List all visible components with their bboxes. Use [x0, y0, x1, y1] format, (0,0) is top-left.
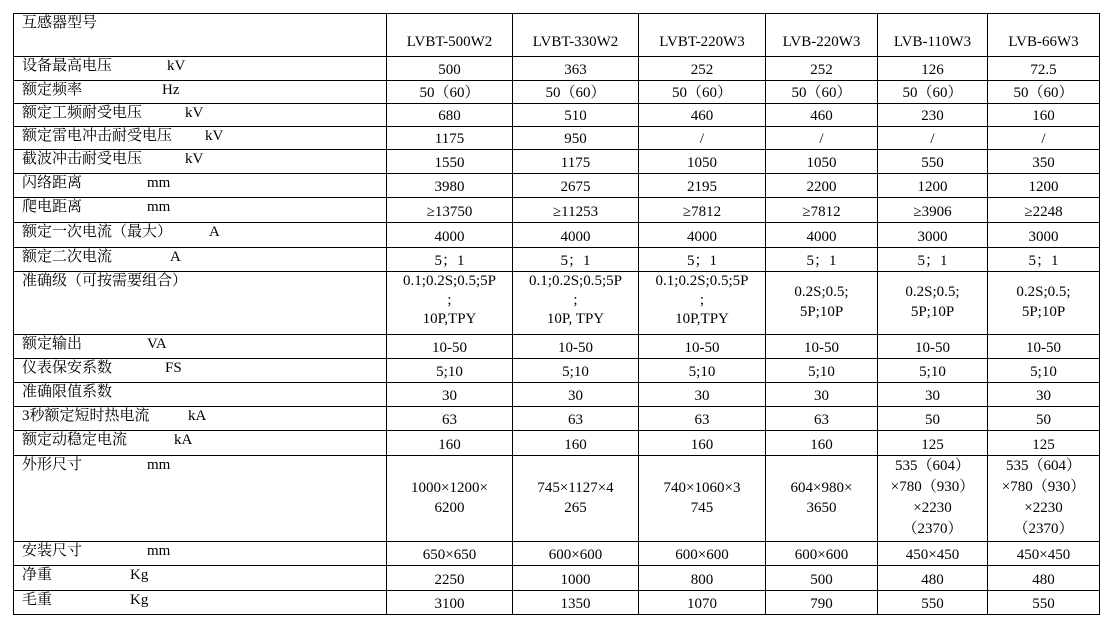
table-cell: 3000: [988, 222, 1100, 247]
table-cell: 500: [766, 566, 878, 590]
table-cell: 63: [387, 407, 513, 431]
model-header-1: LVBT-330W2: [513, 14, 639, 57]
row-unit: kV: [185, 104, 204, 121]
table-cell: 50（60）: [387, 80, 513, 103]
table-cell: 1050: [766, 150, 878, 174]
table-cell: ≥11253: [513, 198, 639, 222]
row-label-cell: [14, 103, 387, 126]
table-cell: 5;10: [387, 358, 513, 382]
table-row: [14, 407, 1100, 431]
table-cell: /: [766, 126, 878, 149]
row-unit: Hz: [162, 81, 180, 98]
row-label: 额定动稳定电流: [22, 432, 128, 449]
table-cell: 4000: [639, 222, 766, 247]
table-cell: 600×600: [639, 542, 766, 566]
table-cell: 50: [988, 407, 1100, 431]
table-cell: 4000: [387, 222, 513, 247]
table-cell: ≥7812: [639, 198, 766, 222]
table-cell: 2195: [639, 174, 766, 198]
table-cell: 5；1: [387, 247, 513, 271]
row-unit: A: [170, 248, 181, 265]
table-cell: 600×600: [513, 542, 639, 566]
table-cell: 126: [878, 57, 988, 80]
table-cell: 1200: [988, 174, 1100, 198]
table-cell: ≥2248: [988, 198, 1100, 222]
table-cell: 10-50: [878, 334, 988, 358]
table-cell: 363: [513, 57, 639, 80]
table-cell: 125: [878, 431, 988, 455]
table-cell: 604×980× 3650: [766, 455, 878, 542]
table-cell: 30: [988, 382, 1100, 406]
row-label: 仪表保安系数: [22, 359, 113, 376]
row-label: 闪络距离: [22, 175, 83, 192]
table-cell: 450×450: [988, 542, 1100, 566]
row-label-cell: [14, 126, 387, 149]
table-cell: 1200: [878, 174, 988, 198]
table-cell: 460: [766, 103, 878, 126]
table-cell: 50（60）: [513, 80, 639, 103]
row-unit: mm: [147, 543, 171, 560]
table-cell: 5;10: [766, 358, 878, 382]
row-label-cell: [14, 57, 387, 80]
row-unit: kA: [174, 432, 193, 449]
table-cell: 30: [878, 382, 988, 406]
row-label: 额定工频耐受电压: [22, 104, 143, 121]
table-cell: 10-50: [988, 334, 1100, 358]
row-label: 额定二次电流: [22, 248, 113, 265]
row-label-cell: [14, 407, 387, 431]
row-unit: mm: [147, 175, 171, 192]
table-cell: 252: [766, 57, 878, 80]
table-cell: 5；1: [639, 247, 766, 271]
row-unit: mm: [147, 456, 171, 473]
table-cell: 30: [766, 382, 878, 406]
header-row: [14, 14, 1100, 57]
table-cell: 10-50: [513, 334, 639, 358]
table-cell: 125: [988, 431, 1100, 455]
table-cell: 160: [766, 431, 878, 455]
row-label-cell: [14, 272, 387, 335]
model-header-3: LVB-220W3: [766, 14, 878, 57]
row-unit: Kg: [130, 591, 149, 608]
table-cell: /: [639, 126, 766, 149]
table-row: [14, 150, 1100, 174]
table-cell: 2250: [387, 566, 513, 590]
row-label: 爬电距离: [22, 199, 83, 216]
table-cell: 1000: [513, 566, 639, 590]
table-cell: 10-50: [766, 334, 878, 358]
table-cell: /: [878, 126, 988, 149]
table-cell: 550: [988, 590, 1100, 614]
row-unit: kV: [205, 127, 224, 144]
table-row: [14, 103, 1100, 126]
table-cell: 5；1: [766, 247, 878, 271]
row-label: 额定一次电流（最大）: [22, 223, 173, 240]
table-cell: ≥13750: [387, 198, 513, 222]
row-unit: FS: [165, 359, 182, 376]
row-unit: kV: [167, 58, 186, 75]
table-cell: 460: [639, 103, 766, 126]
table-cell: 50: [878, 407, 988, 431]
table-cell: 3000: [878, 222, 988, 247]
table-row: [14, 358, 1100, 382]
table-cell: 450×450: [878, 542, 988, 566]
table-cell: 745×1127×4 265: [513, 455, 639, 542]
row-label-cell: [14, 150, 387, 174]
table-cell: 1000×1200× 6200: [387, 455, 513, 542]
table-cell: 680: [387, 103, 513, 126]
table-cell: 510: [513, 103, 639, 126]
row-label-cell: [14, 542, 387, 566]
table-cell: 5；1: [988, 247, 1100, 271]
table-cell: 350: [988, 150, 1100, 174]
table-cell: 0.2S;0.5; 5P;10P: [988, 272, 1100, 335]
table-cell: 63: [766, 407, 878, 431]
table-row: [14, 247, 1100, 271]
table-cell: 650×650: [387, 542, 513, 566]
table-cell: 3100: [387, 590, 513, 614]
table-cell: 1350: [513, 590, 639, 614]
table-cell: 50（60）: [878, 80, 988, 103]
table-cell: 500: [387, 57, 513, 80]
table-cell: 480: [878, 566, 988, 590]
table-cell: 1070: [639, 590, 766, 614]
row-label-cell: [14, 334, 387, 358]
table-cell: 0.2S;0.5; 5P;10P: [878, 272, 988, 335]
table-cell: 480: [988, 566, 1100, 590]
table-cell: 5;10: [988, 358, 1100, 382]
table-row: [14, 590, 1100, 614]
row-unit: Kg: [130, 567, 149, 584]
table-cell: 740×1060×3 745: [639, 455, 766, 542]
table-cell: 30: [387, 382, 513, 406]
table-cell: 230: [878, 103, 988, 126]
row-label-cell: [14, 358, 387, 382]
table-cell: 30: [513, 382, 639, 406]
table-cell: 50（60）: [766, 80, 878, 103]
table-cell: 63: [513, 407, 639, 431]
table-cell: ≥7812: [766, 198, 878, 222]
row-label: 安装尺寸: [22, 543, 83, 560]
table-cell: 790: [766, 590, 878, 614]
row-label: 额定输出: [22, 335, 83, 352]
row-unit: kA: [188, 408, 207, 425]
table-cell: 5;10: [639, 358, 766, 382]
row-label-cell: [14, 198, 387, 222]
table-row: [14, 126, 1100, 149]
row-label: 净重: [22, 567, 53, 584]
table-cell: 5；1: [878, 247, 988, 271]
table-cell: 160: [988, 103, 1100, 126]
table-cell: 63: [639, 407, 766, 431]
table-cell: 160: [513, 431, 639, 455]
row-unit: VA: [147, 335, 167, 352]
model-header-0: LVBT-500W2: [387, 14, 513, 57]
table-cell: 0.1;0.2S;0.5;5P ; 10P, TPY: [513, 272, 639, 335]
spec-table: [13, 13, 1100, 615]
table-cell: 3980: [387, 174, 513, 198]
model-header-4: LVB-110W3: [878, 14, 988, 57]
table-cell: 30: [639, 382, 766, 406]
row-label: 外形尺寸: [22, 456, 83, 473]
row-label-cell: [14, 247, 387, 271]
table-cell: 5;10: [878, 358, 988, 382]
row-label: 额定频率: [22, 81, 83, 98]
table-row: [14, 542, 1100, 566]
row-label-cell: [14, 174, 387, 198]
table-row: [14, 334, 1100, 358]
table-cell: 0.1;0.2S;0.5;5P ; 10P,TPY: [639, 272, 766, 335]
model-header-5: LVB-66W3: [988, 14, 1100, 57]
table-row: [14, 222, 1100, 247]
table-cell: 535（604） ×780（930） ×2230 （2370）: [988, 455, 1100, 542]
row-unit: kV: [185, 151, 204, 168]
table-cell: 72.5: [988, 57, 1100, 80]
table-cell: 10-50: [639, 334, 766, 358]
row-label-cell: [14, 222, 387, 247]
table-cell: 1550: [387, 150, 513, 174]
table-cell: 1175: [513, 150, 639, 174]
table-cell: 160: [639, 431, 766, 455]
table-cell: 0.2S;0.5; 5P;10P: [766, 272, 878, 335]
row-label: 额定雷电冲击耐受电压: [22, 127, 173, 144]
table-cell: 600×600: [766, 542, 878, 566]
table-cell: 550: [878, 150, 988, 174]
table-cell: 5;10: [513, 358, 639, 382]
table-cell: 950: [513, 126, 639, 149]
table-cell: 800: [639, 566, 766, 590]
table-row: [14, 174, 1100, 198]
table-cell: 2675: [513, 174, 639, 198]
row-label-cell: [14, 80, 387, 103]
row-unit: A: [209, 223, 220, 240]
table-cell: /: [988, 126, 1100, 149]
row-label-cell: [14, 455, 387, 542]
table-cell: 1175: [387, 126, 513, 149]
table-row: [14, 431, 1100, 455]
row-label-cell: [14, 431, 387, 455]
table-cell: 535（604） ×780（930） ×2230 （2370）: [878, 455, 988, 542]
table-cell: 550: [878, 590, 988, 614]
row-label: 准确限值系数: [22, 383, 113, 400]
table-cell: 50（60）: [639, 80, 766, 103]
table-cell: ≥3906: [878, 198, 988, 222]
table-cell: 50（60）: [988, 80, 1100, 103]
table-row: [14, 272, 1100, 335]
row-label-cell: [14, 382, 387, 406]
row-label: 准确级（可按需要组合）: [22, 273, 188, 290]
table-row: [14, 566, 1100, 590]
row-label-cell: [14, 566, 387, 590]
table-cell: 2200: [766, 174, 878, 198]
table-cell: 10-50: [387, 334, 513, 358]
table-cell: 0.1;0.2S;0.5;5P ; 10P,TPY: [387, 272, 513, 335]
table-cell: 5；1: [513, 247, 639, 271]
row-label: 毛重: [22, 591, 53, 608]
row-unit: mm: [147, 199, 171, 216]
table-row: [14, 455, 1100, 542]
table-cell: 160: [387, 431, 513, 455]
row-label: 设备最高电压: [22, 58, 113, 75]
model-header-2: LVBT-220W3: [639, 14, 766, 57]
row-label-cell: [14, 590, 387, 614]
table-cell: 4000: [513, 222, 639, 247]
row-label: 截波冲击耐受电压: [22, 151, 143, 168]
table-row: [14, 80, 1100, 103]
table-cell: 4000: [766, 222, 878, 247]
table-row: [14, 57, 1100, 80]
table-row: [14, 198, 1100, 222]
row-label: 3秒额定短时热电流: [22, 408, 150, 425]
header-label: 互感器型号: [14, 14, 387, 57]
table-cell: 252: [639, 57, 766, 80]
table-cell: 1050: [639, 150, 766, 174]
table-row: [14, 382, 1100, 406]
